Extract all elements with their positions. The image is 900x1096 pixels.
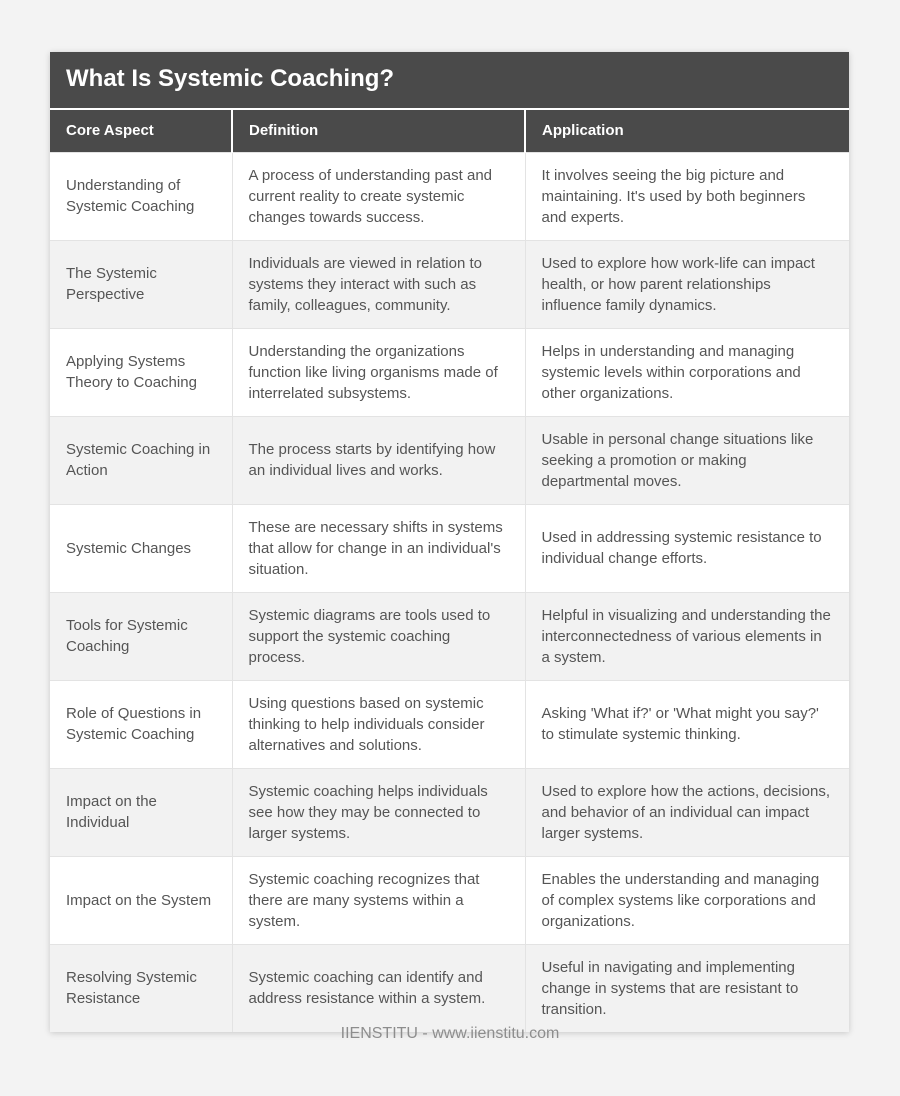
table-row: [50, 680, 849, 768]
coaching-table-card: [50, 52, 849, 1032]
cell-aspect: Impact on the Individual: [50, 768, 232, 856]
cell-definition: Individuals are viewed in relation to systems they interact with such as family, colleagues, community.: [232, 240, 525, 328]
cell-application: Enables the understanding and managing of complex systems like corporations and organizations.: [525, 856, 849, 944]
cell-application: Useful in navigating and implementing change in systems that are resistant to transition.: [525, 944, 849, 1032]
table-row: [50, 328, 849, 416]
cell-definition: Systemic coaching recognizes that there are many systems within a system.: [232, 856, 525, 944]
table-row: [50, 592, 849, 680]
cell-definition: Using questions based on systemic thinking to help individuals consider alternatives and solutions.: [232, 680, 525, 768]
table-row: [50, 856, 849, 944]
cell-definition: These are necessary shifts in systems that allow for change in an individual's situation.: [232, 504, 525, 592]
column-header-definition: Definition: [232, 110, 525, 153]
table-row: [50, 416, 849, 504]
page-title: What Is Systemic Coaching?: [50, 52, 849, 110]
table-row: [50, 504, 849, 592]
table-row: [50, 152, 849, 240]
cell-aspect: The Systemic Perspective: [50, 240, 232, 328]
table-row: [50, 944, 849, 1032]
cell-application: Asking 'What if?' or 'What might you say?' to stimulate systemic thinking.: [525, 680, 849, 768]
cell-application: Used to explore how the actions, decisions, and behavior of an individual can impact larger systems.: [525, 768, 849, 856]
cell-application: Helps in understanding and managing systemic levels within corporations and other organizations.: [525, 328, 849, 416]
cell-application: Helpful in visualizing and understanding the interconnectedness of various elements in a system.: [525, 592, 849, 680]
cell-aspect: Resolving Systemic Resistance: [50, 944, 232, 1032]
cell-definition: Understanding the organizations function like living organisms made of interrelated subsystems.: [232, 328, 525, 416]
cell-aspect: Systemic Changes: [50, 504, 232, 592]
cell-definition: Systemic diagrams are tools used to support the systemic coaching process.: [232, 592, 525, 680]
cell-definition: A process of understanding past and current reality to create systemic changes towards success.: [232, 152, 525, 240]
footer-credit: IIENSTITU - www.iienstitu.com: [340, 1025, 560, 1042]
coaching-table: [50, 110, 849, 1032]
cell-application: Usable in personal change situations like seeking a promotion or making departmental moves.: [525, 416, 849, 504]
header-row: [50, 110, 849, 153]
column-header-core-aspect: Core Aspect: [50, 110, 232, 153]
cell-aspect: Tools for Systemic Coaching: [50, 592, 232, 680]
cell-definition: The process starts by identifying how an individual lives and works.: [232, 416, 525, 504]
table-row: [50, 240, 849, 328]
cell-aspect: Role of Questions in Systemic Coaching: [50, 680, 232, 768]
cell-aspect: Applying Systems Theory to Coaching: [50, 328, 232, 416]
cell-application: Used to explore how work-life can impact health, or how parent relationships influence family dynamics.: [525, 240, 849, 328]
cell-aspect: Understanding of Systemic Coaching: [50, 152, 232, 240]
column-header-application: Application: [525, 110, 849, 153]
table-row: [50, 768, 849, 856]
cell-definition: Systemic coaching helps individuals see how they may be connected to larger systems.: [232, 768, 525, 856]
cell-application: It involves seeing the big picture and maintaining. It's used by both beginners and experts.: [525, 152, 849, 240]
cell-aspect: Systemic Coaching in Action: [50, 416, 232, 504]
cell-aspect: Impact on the System: [50, 856, 232, 944]
cell-application: Used in addressing systemic resistance to individual change efforts.: [525, 504, 849, 592]
cell-definition: Systemic coaching can identify and address resistance within a system.: [232, 944, 525, 1032]
